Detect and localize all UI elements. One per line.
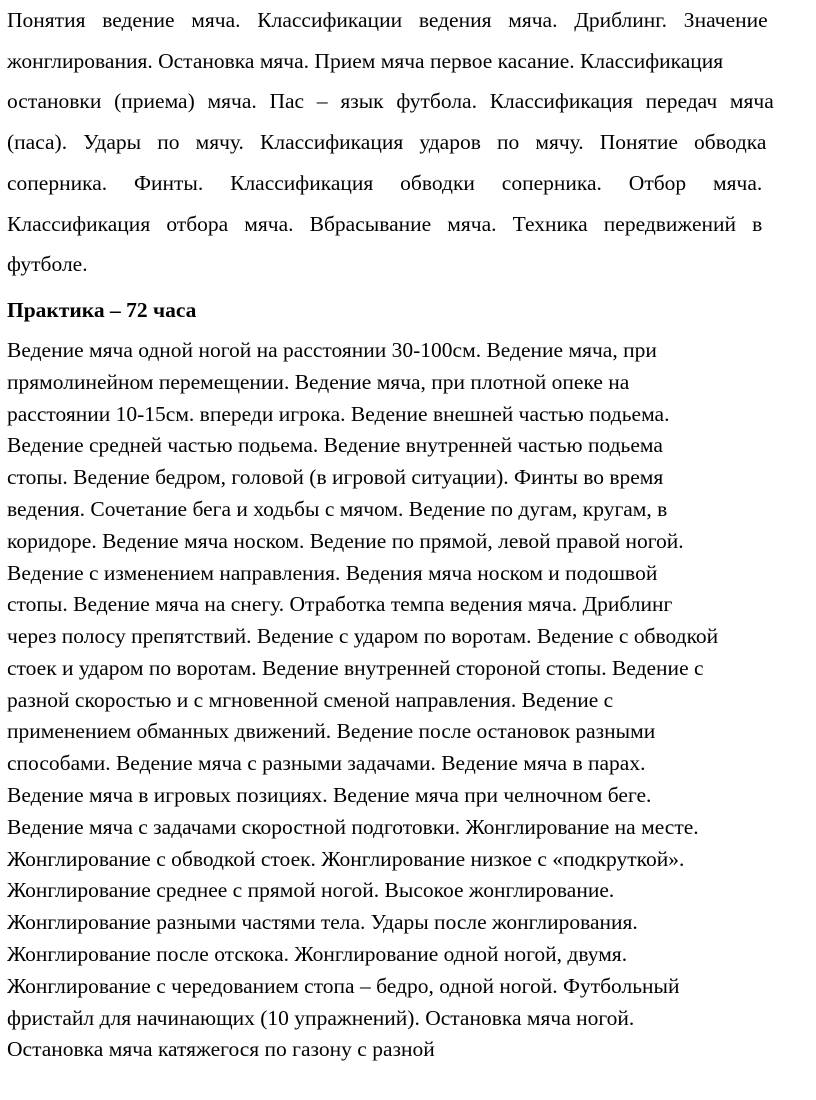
intro-line: Классификация отбора мяча. Вбрасывание мяча. Техника передвижений в [7, 211, 763, 236]
intro-line: футболе. [7, 252, 88, 277]
body-paragraph [7, 335, 810, 1066]
body-line: применением обманных движений. Ведение после остановок разными [7, 719, 656, 744]
body-line: Ведение средней частью подьема. Ведение внутренней частью подьема [7, 433, 663, 458]
body-line: Ведение мяча с задачами скоростной подготовки. Жонглирование на месте. [7, 814, 699, 839]
body-line: Жонглирование с чередованием стопа – бедро, одной ногой. Футбольный [7, 973, 680, 998]
intro-line: (паса). Удары по мячу. Классификация ударов по мячу. Понятие обводка [7, 130, 767, 155]
section-heading: Практика – 72 часа [7, 297, 197, 322]
intro-line: соперника. Финты. Классификация обводки соперника. Отбор мяча. [7, 170, 763, 195]
body-line: фристайл для начинающих (10 упражнений). Остановка мяча ногой. [7, 1005, 635, 1030]
body-line: коридоре. Ведение мяча носком. Ведение по прямой, левой правой ногой. [7, 528, 684, 553]
body-line: стопы. Ведение бедром, головой (в игровой ситуации). Финты во время [7, 465, 664, 490]
body-line: Жонглирование с обводкой стоек. Жонглирование низкое с «подкруткой». [7, 846, 685, 871]
intro-line: Понятия ведение мяча. Классификации ведения мяча. Дриблинг. Значение [7, 8, 768, 32]
body-line: расстоянии 10-15см. впереди игрока. Ведение внешней частью подьема. [7, 401, 670, 426]
intro-paragraph [7, 0, 810, 285]
intro-line: жонглирования. Остановка мяча. Прием мяча первое касание. Классификация [7, 48, 724, 73]
body-line: через полосу препятствий. Ведение с ударом по воротам. Ведение с обводкой [7, 624, 719, 649]
body-line: ведения. Сочетание бега и ходьбы с мячом. Ведение по дугам, кругам, в [7, 496, 668, 521]
body-line: Ведение мяча одной ногой на расстоянии 30-100см. Ведение мяча, при [7, 337, 657, 362]
body-line: Остановка мяча катяжегося по газону с разной [7, 1037, 435, 1062]
body-line: Ведение мяча в игровых позициях. Ведение мяча при челночном беге. [7, 783, 652, 808]
body-line: разной скоростью и с мгновенной сменой направления. Ведение с [7, 687, 614, 712]
body-line: стоек и ударом по воротам. Ведение внутренней стороной стопы. Ведение с [7, 655, 704, 680]
body-line: способами. Ведение мяча с разными задачами. Ведение мяча в парах. [7, 751, 646, 776]
body-line: Жонглирование среднее с прямой ногой. Высокое жонглирование. [7, 878, 615, 903]
body-line: Жонглирование после отскока. Жонглирование одной ногой, двумя. [7, 942, 628, 967]
body-line: стопы. Ведение мяча на снегу. Отработка темпа ведения мяча. Дриблинг [7, 592, 673, 617]
body-line: Ведение с изменением направления. Ведения мяча носком и подошвой [7, 560, 658, 585]
intro-line: остановки (приема) мяча. Пас – язык футбола. Классификация передач мяча [7, 89, 774, 114]
body-line: прямолинейном перемещении. Ведение мяча, при плотной опеке на [7, 369, 630, 394]
body-line: Жонглирование разными частями тела. Удары после жонглирования. [7, 910, 638, 935]
